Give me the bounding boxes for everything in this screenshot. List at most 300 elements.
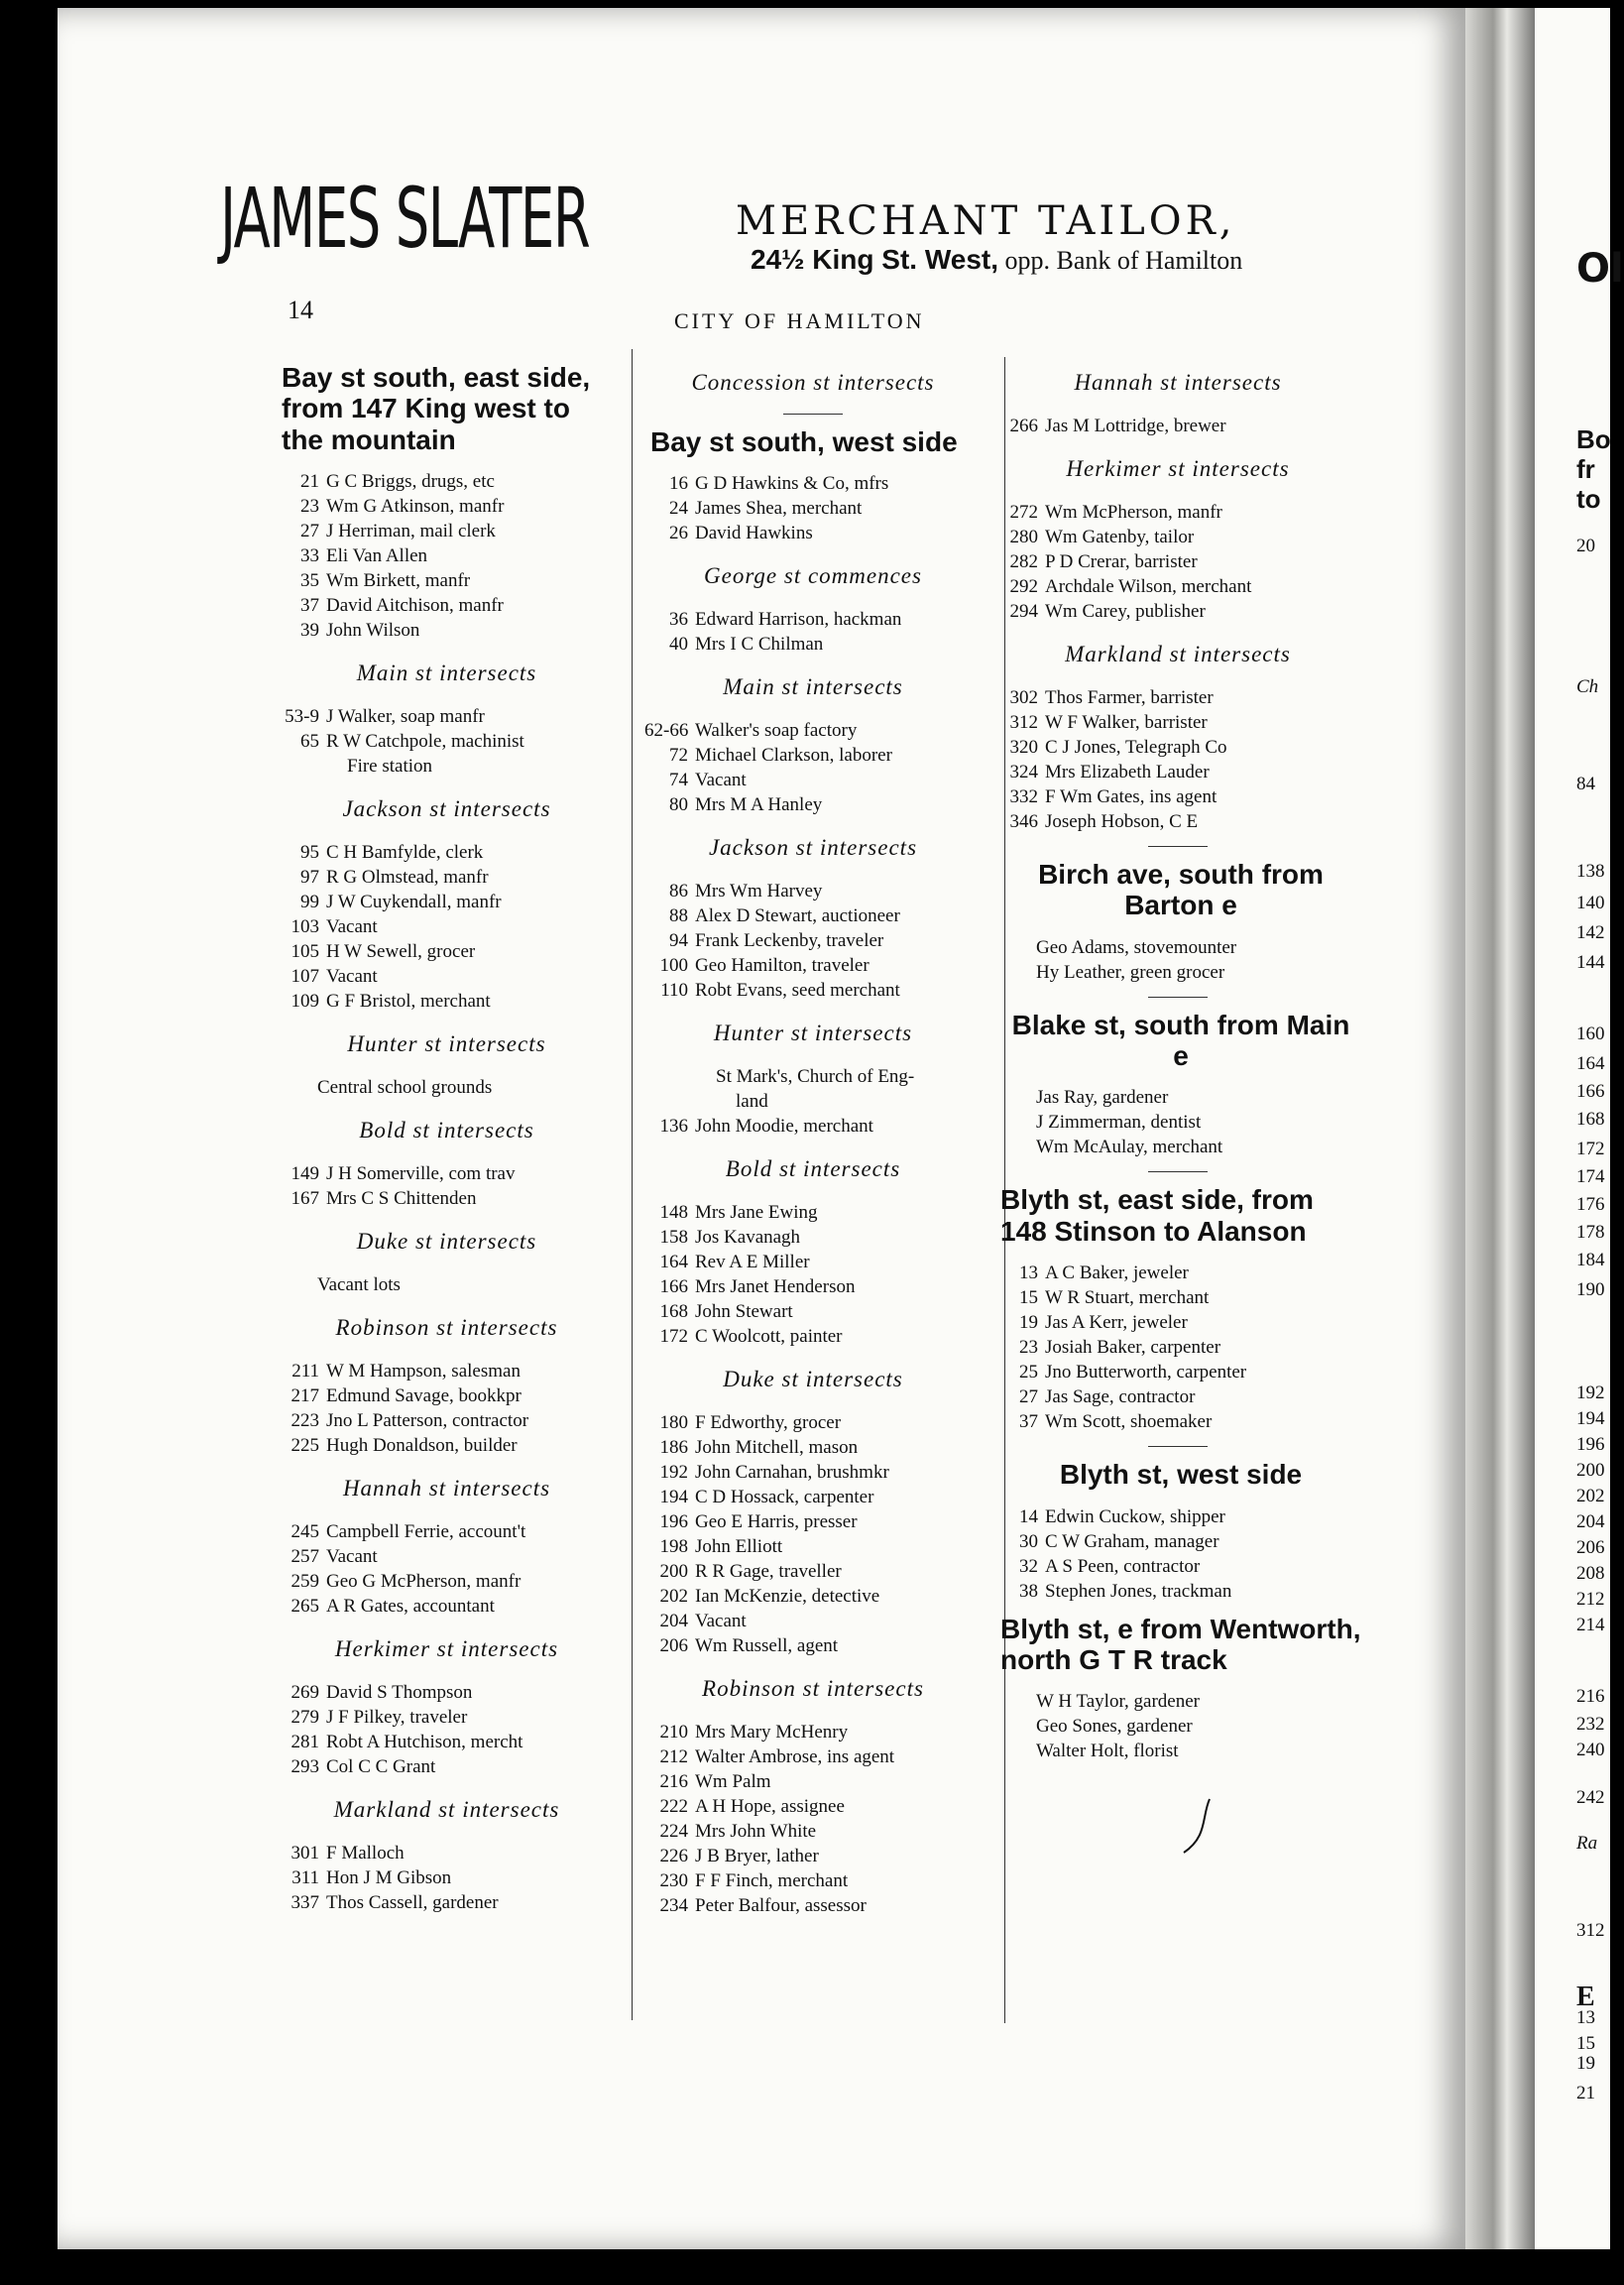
directory-entry [994, 1261, 1361, 1285]
directory-entry [994, 735, 1361, 760]
resident-name: Walter Ambrose, ins agent [695, 1746, 895, 1768]
directory-entry: Walter Holt, florist [1036, 1741, 1179, 1762]
resident-name: Mrs I C Chilman [695, 634, 824, 656]
house-number: 94 [669, 930, 688, 952]
resident-name: Walker's soap factory [695, 720, 858, 742]
house-number: 40 [669, 634, 688, 656]
directory-entry [644, 1844, 982, 1868]
ink-mark-icon [1180, 1797, 1219, 1857]
directory-entry [276, 1519, 618, 1544]
directory-entry [644, 792, 982, 817]
resident-name: Thos Farmer, barrister [1045, 687, 1214, 708]
resident-name: W R Stuart, merchant [1045, 1287, 1210, 1309]
directory-entry [276, 543, 618, 568]
house-number: 293 [290, 1756, 319, 1778]
directory-entry [994, 784, 1361, 809]
advert-address-rest: opp. Bank of Hamilton [998, 246, 1243, 275]
resident-name: C Woolcott, painter [695, 1326, 843, 1348]
facing-page-fragment: 216 [1576, 1686, 1605, 1707]
section-divider [783, 414, 843, 415]
directory-entry [644, 1299, 982, 1324]
resident-name: J Herriman, mail clerk [326, 521, 496, 542]
resident-name: Josiah Baker, carpenter [1045, 1337, 1221, 1359]
resident-name: Campbell Ferrie, account't [326, 1521, 526, 1543]
directory-entry: Hy Leather, green grocer [1036, 961, 1225, 983]
directory-entry [644, 1559, 982, 1584]
house-number: 281 [290, 1732, 319, 1753]
facing-page-fragment: fr [1576, 454, 1595, 484]
resident-name: Peter Balfour, assessor [695, 1895, 867, 1917]
facing-page-fragment: 166 [1576, 1081, 1605, 1102]
facing-page-fragment: 84 [1576, 774, 1595, 794]
facing-page-fragment: 160 [1576, 1023, 1605, 1044]
directory-entry [994, 1504, 1361, 1529]
house-number: 25 [1019, 1362, 1038, 1383]
street-heading: Blyth st, east side, from 148 Stinson to Alanson [1000, 1184, 1314, 1247]
facing-page-fragment: 164 [1576, 1053, 1605, 1074]
directory-entry [644, 471, 982, 496]
house-number: 222 [659, 1796, 688, 1818]
directory-entry [994, 1384, 1361, 1409]
resident-name: A H Hope, assignee [695, 1796, 845, 1818]
resident-name: Mrs C S Chittenden [326, 1188, 477, 1210]
house-number: 26 [669, 523, 688, 544]
resident-name: R R Gage, traveller [695, 1561, 842, 1583]
facing-page-fragment: 206 [1576, 1537, 1605, 1558]
resident-name: Jos Kavanagh [695, 1227, 801, 1249]
directory-entry [644, 903, 982, 928]
directory-entry [994, 1310, 1361, 1335]
cross-street-note: Herkimer st intersects [334, 1636, 559, 1662]
directory-entry: Geo Sones, gardener [1036, 1716, 1193, 1738]
directory-entry [644, 1794, 982, 1819]
resident-name: P D Crerar, barrister [1045, 551, 1198, 572]
resident-name: Vacant [326, 1546, 378, 1568]
facing-page-fragment: E [1576, 1982, 1595, 2012]
resident-name: A R Gates, accountant [326, 1596, 495, 1618]
directory-entry [644, 1769, 982, 1794]
resident-name: John Moodie, merchant [695, 1116, 873, 1138]
facing-page-fragment: 192 [1576, 1383, 1605, 1403]
house-number: 38 [1019, 1580, 1038, 1602]
facing-page-fragment: 242 [1576, 1787, 1605, 1808]
cross-street-note: Main st intersects [356, 661, 537, 686]
house-number: 32 [1019, 1555, 1038, 1577]
column-2 [644, 352, 982, 1918]
directory-entry [994, 414, 1361, 438]
directory-entry [644, 953, 982, 978]
house-number: 36 [669, 609, 688, 631]
house-number: 294 [1009, 601, 1038, 622]
resident-name: Vacant [326, 966, 378, 988]
facing-page-fragment: 208 [1576, 1563, 1605, 1584]
resident-name: John Mitchell, mason [695, 1437, 859, 1459]
section-divider [1148, 1446, 1208, 1447]
resident-name: David S Thompson [326, 1682, 473, 1704]
facing-page-fragment: 168 [1576, 1109, 1605, 1130]
house-number: 86 [669, 881, 688, 902]
directory-entry [994, 1285, 1361, 1310]
facing-page-fragment: Ol [1576, 246, 1624, 292]
column-3 [994, 352, 1361, 1763]
house-number: 107 [290, 966, 319, 988]
directory-entry [276, 1730, 618, 1754]
cross-street-note: Bold st intersects [725, 1156, 901, 1182]
resident-name: Hugh Donaldson, builder [326, 1435, 518, 1457]
house-number: 97 [300, 867, 319, 889]
resident-name: Frank Leckenby, traveler [695, 930, 884, 952]
directory-entry [994, 1409, 1361, 1434]
facing-page-fragment: 204 [1576, 1511, 1605, 1532]
resident-name: F Wm Gates, ins agent [1045, 786, 1218, 807]
resident-name: Wm Scott, shoemaker [1045, 1411, 1213, 1433]
resident-name: Joseph Hobson, C E [1045, 811, 1199, 832]
resident-name: C J Jones, Telegraph Co [1045, 737, 1227, 758]
directory-entry: Geo Adams, stovemounter [1036, 936, 1237, 958]
column-rule [632, 349, 633, 2020]
cross-street-note: Hunter st intersects [347, 1031, 546, 1057]
resident-name: C W Graham, manager [1045, 1530, 1219, 1552]
house-number: 158 [659, 1227, 688, 1249]
resident-name: R W Catchpole, machinist [326, 731, 524, 753]
house-number: 292 [1009, 576, 1038, 597]
directory-entry [994, 1579, 1361, 1604]
resident-name: Mrs Wm Harvey [695, 881, 823, 902]
section-divider [1148, 997, 1208, 998]
cross-street-note: Jackson st intersects [708, 835, 918, 861]
cross-street-note: Concession st intersects [691, 370, 935, 395]
house-number: 332 [1009, 786, 1038, 807]
resident-name: G F Bristol, merchant [326, 991, 491, 1013]
street-heading: Blyth st, e from Wentworth, north G T R track [1000, 1613, 1361, 1675]
directory-entry [644, 1744, 982, 1769]
resident-name: J H Somerville, com trav [326, 1163, 516, 1185]
resident-name: Jno L Patterson, contractor [326, 1410, 529, 1432]
directory-entry [644, 743, 982, 768]
house-number: 320 [1009, 737, 1038, 758]
resident-name: Wm Carey, publisher [1045, 601, 1206, 622]
advert-address [751, 244, 1242, 276]
directory-entry [994, 685, 1361, 710]
directory-entry [276, 1890, 618, 1915]
house-number: 99 [300, 892, 319, 913]
running-header: CITY OF HAMILTON [674, 308, 925, 333]
directory-entry [276, 1408, 618, 1433]
resident-name: Hon J M Gibson [326, 1867, 452, 1889]
resident-name: Rev A E Miller [695, 1252, 810, 1273]
house-number: 37 [1019, 1411, 1038, 1433]
resident-name: James Shea, merchant [695, 498, 863, 520]
resident-name: Eli Van Allen [326, 545, 428, 567]
resident-name: F F Finch, merchant [695, 1870, 849, 1892]
resident-name: H W Sewell, grocer [326, 941, 476, 963]
directory-entry [276, 1383, 618, 1408]
house-number: 312 [1009, 712, 1038, 733]
advert-trade: MERCHANT TAILOR, [736, 198, 1236, 244]
resident-name: Wm Palm [695, 1771, 771, 1793]
directory-entry [644, 1584, 982, 1609]
directory-entry [276, 1594, 618, 1619]
directory-entry [276, 729, 618, 754]
directory-entry: W H Taylor, gardener [1036, 1691, 1200, 1713]
facing-page-fragment: 184 [1576, 1250, 1605, 1270]
resident-name: Mrs Jane Ewing [695, 1202, 818, 1224]
house-number: 211 [291, 1361, 319, 1383]
house-number: 172 [659, 1326, 688, 1348]
directory-entry [644, 1250, 982, 1274]
house-number: 13 [1019, 1263, 1038, 1284]
directory-entry [276, 914, 618, 939]
house-number: 72 [669, 745, 688, 767]
directory-entry [994, 1529, 1361, 1554]
resident-name: Geo Hamilton, traveler [695, 955, 870, 977]
house-number: 210 [659, 1722, 688, 1744]
house-number: 217 [290, 1385, 319, 1407]
house-number: 27 [1019, 1386, 1038, 1408]
resident-name: Vacant [695, 1611, 747, 1632]
resident-name: David Hawkins [695, 523, 813, 544]
cross-street-note: Hunter st intersects [713, 1021, 913, 1046]
directory-entry [644, 718, 982, 743]
directory-entry [644, 1485, 982, 1509]
facing-page-fragment: 144 [1576, 952, 1605, 973]
page-number: 14 [288, 296, 313, 324]
facing-page-fragment: 15 [1576, 2033, 1595, 2054]
directory-entry [644, 1200, 982, 1225]
directory-entry [994, 1335, 1361, 1360]
directory-entry [644, 496, 982, 521]
cross-street-note: Herkimer st intersects [1066, 456, 1290, 481]
directory-entry [276, 1569, 618, 1594]
resident-name: A S Peen, contractor [1045, 1555, 1201, 1577]
directory-entry: Central school grounds [317, 1077, 493, 1099]
directory-entry: Jas Ray, gardener [1036, 1087, 1169, 1109]
resident-name: C H Bamfylde, clerk [326, 842, 484, 864]
facing-page-fragment: 214 [1576, 1615, 1605, 1635]
house-number: 337 [290, 1892, 319, 1914]
house-number: 202 [659, 1586, 688, 1608]
house-number: 180 [659, 1412, 688, 1434]
street-heading: Blake st, south from Main e [1011, 1009, 1350, 1072]
directory-entry [994, 525, 1361, 549]
facing-page-fragment: 13 [1576, 2007, 1595, 2028]
house-number: 196 [659, 1511, 688, 1533]
facing-page-fragment: 200 [1576, 1460, 1605, 1481]
house-number: 88 [669, 905, 688, 927]
directory-entry [276, 1161, 618, 1186]
resident-name: Edward Harrison, hackman [695, 609, 902, 631]
house-number: 16 [669, 473, 688, 495]
directory-entry [276, 704, 618, 729]
house-number: 204 [659, 1611, 688, 1632]
facing-page-fragment: 232 [1576, 1714, 1605, 1735]
resident-name: J W Cuykendall, manfr [326, 892, 502, 913]
facing-page-fragment: 202 [1576, 1486, 1605, 1506]
resident-name: Alex D Stewart, auctioneer [695, 905, 900, 927]
facing-page-fragment: 176 [1576, 1194, 1605, 1215]
directory-entry [276, 1544, 618, 1569]
directory-entry [276, 1754, 618, 1779]
house-number: 226 [659, 1846, 688, 1867]
facing-page-fragment: 240 [1576, 1740, 1605, 1760]
resident-name: Archdale Wilson, merchant [1045, 576, 1252, 597]
directory-entry [644, 1410, 982, 1435]
cross-street-note: Jackson st intersects [342, 796, 551, 822]
house-number: 186 [659, 1437, 688, 1459]
house-number: 39 [300, 620, 319, 642]
house-number: 14 [1019, 1505, 1038, 1527]
directory-entry [644, 1225, 982, 1250]
directory-entry [644, 607, 982, 632]
directory-entry: Vacant lots [317, 1274, 401, 1296]
cross-street-note: Bold st intersects [359, 1118, 534, 1143]
directory-entry: Wm McAulay, merchant [1036, 1137, 1223, 1158]
facing-page-fragment: 140 [1576, 893, 1605, 913]
cross-street-note: Duke st intersects [356, 1229, 537, 1255]
facing-page-fragment: 178 [1576, 1222, 1605, 1243]
house-number: 200 [659, 1561, 688, 1583]
directory-entry [644, 632, 982, 657]
house-number: 80 [669, 794, 688, 816]
advert-name: JAMES SLATER [220, 170, 590, 267]
resident-name: Mrs M A Hanley [695, 794, 823, 816]
house-number: 245 [290, 1521, 319, 1543]
directory-entry [644, 978, 982, 1003]
resident-name: Jas M Lottridge, brewer [1045, 416, 1226, 436]
resident-name: Wm G Atkinson, manfr [326, 496, 505, 518]
house-number: 259 [290, 1571, 319, 1593]
facing-page-fragment: 138 [1576, 861, 1605, 882]
facing-page-fragment: 142 [1576, 922, 1605, 943]
directory-entry [644, 521, 982, 545]
house-number: 109 [290, 991, 319, 1013]
house-number: 23 [1019, 1337, 1038, 1359]
directory-entry: Fire station [347, 756, 433, 778]
house-number: 37 [300, 595, 319, 617]
directory-entry [276, 519, 618, 543]
resident-name: F Edworthy, grocer [695, 1412, 842, 1434]
house-number: 65 [300, 731, 319, 753]
resident-name: C D Hossack, carpenter [695, 1487, 874, 1508]
directory-entry [994, 1360, 1361, 1384]
directory-entry: land [736, 1091, 768, 1113]
cross-street-note: Hannah st intersects [342, 1476, 551, 1502]
facing-page-fragment: 19 [1576, 2053, 1595, 2074]
facing-page-fragment: Bo [1576, 424, 1611, 454]
section-divider [1148, 1171, 1208, 1172]
resident-name: Robt Evans, seed merchant [695, 980, 900, 1002]
house-number: 223 [290, 1410, 319, 1432]
resident-name: Geo G McPherson, manfr [326, 1571, 522, 1593]
house-number: 282 [1009, 551, 1038, 572]
directory-entry [994, 1554, 1361, 1579]
house-number: 62-66 [644, 720, 689, 742]
directory-entry [644, 1324, 982, 1349]
resident-name: Jno Butterworth, carpenter [1045, 1362, 1247, 1383]
cross-street-note: Markland st intersects [333, 1797, 560, 1823]
resident-name: Geo E Harris, presser [695, 1511, 858, 1533]
house-number: 265 [290, 1596, 319, 1618]
directory-entry [994, 599, 1361, 624]
resident-name: Vacant [695, 770, 747, 791]
house-number: 136 [659, 1116, 688, 1138]
directory-entry [276, 469, 618, 494]
resident-name: Stephen Jones, trackman [1045, 1580, 1232, 1602]
house-number: 272 [1009, 502, 1038, 523]
directory-entry [644, 768, 982, 792]
directory-entry [276, 1186, 618, 1211]
resident-name: Jas Sage, contractor [1045, 1386, 1196, 1408]
house-number: 166 [659, 1276, 688, 1298]
directory-entry [644, 1720, 982, 1744]
house-number: 27 [300, 521, 319, 542]
resident-name: J B Bryer, lather [695, 1846, 819, 1867]
house-number: 346 [1009, 811, 1038, 832]
house-number: 224 [659, 1821, 688, 1843]
resident-name: Mrs John White [695, 1821, 817, 1843]
house-number: 148 [659, 1202, 688, 1224]
house-number: 95 [300, 842, 319, 864]
house-number: 212 [659, 1746, 688, 1768]
cross-street-note: Robinson st intersects [335, 1315, 558, 1341]
house-number: 225 [290, 1435, 319, 1457]
house-number: 301 [290, 1843, 319, 1864]
street-heading: Birch ave, south from Barton e [1038, 859, 1324, 921]
facing-page-fragment: 172 [1576, 1139, 1605, 1159]
house-number: 279 [290, 1707, 319, 1729]
resident-name: F Malloch [326, 1843, 405, 1864]
facing-page-fragment: 312 [1576, 1920, 1605, 1941]
resident-name: Edwin Cuckow, shipper [1045, 1505, 1225, 1527]
advert-address-bold: 24½ King St. West, [751, 244, 998, 275]
street-heading: Bay st south, east side, from 147 King west to the mountain [282, 362, 591, 455]
resident-name: G C Briggs, drugs, etc [326, 471, 495, 493]
house-number: 19 [1019, 1312, 1038, 1334]
house-number: 24 [669, 498, 688, 520]
cross-street-note: Main st intersects [723, 674, 903, 700]
resident-name: John Carnahan, brushmkr [695, 1462, 889, 1484]
directory-entry [644, 1534, 982, 1559]
house-number: 311 [291, 1867, 319, 1889]
house-number: 35 [300, 570, 319, 592]
resident-name: R G Olmstead, manfr [326, 867, 489, 889]
directory-entry [276, 840, 618, 865]
directory-entry [276, 890, 618, 914]
directory-entry [644, 1460, 982, 1485]
house-number: 257 [290, 1546, 319, 1568]
facing-page-fragment: 21 [1576, 2083, 1595, 2104]
resident-name: John Wilson [326, 620, 420, 642]
house-number: 149 [290, 1163, 319, 1185]
house-number: 33 [300, 545, 319, 567]
street-heading: Bay st south, west side [650, 426, 958, 457]
house-number: 324 [1009, 762, 1038, 782]
house-number: 192 [659, 1462, 688, 1484]
house-number: 23 [300, 496, 319, 518]
directory-entry [994, 760, 1361, 784]
directory-entry [276, 1841, 618, 1865]
house-number: 167 [290, 1188, 319, 1210]
resident-name: J Walker, soap manfr [326, 706, 485, 728]
resident-name: Robt A Hutchison, mercht [326, 1732, 523, 1753]
house-number: 110 [660, 980, 688, 1002]
resident-name: Jas A Kerr, jeweler [1045, 1312, 1188, 1334]
house-number: 194 [659, 1487, 688, 1508]
directory-entry [644, 1274, 982, 1299]
directory-entry: J Zimmerman, dentist [1036, 1112, 1202, 1134]
directory-entry [644, 1893, 982, 1918]
cross-street-note: George st commences [704, 563, 922, 589]
